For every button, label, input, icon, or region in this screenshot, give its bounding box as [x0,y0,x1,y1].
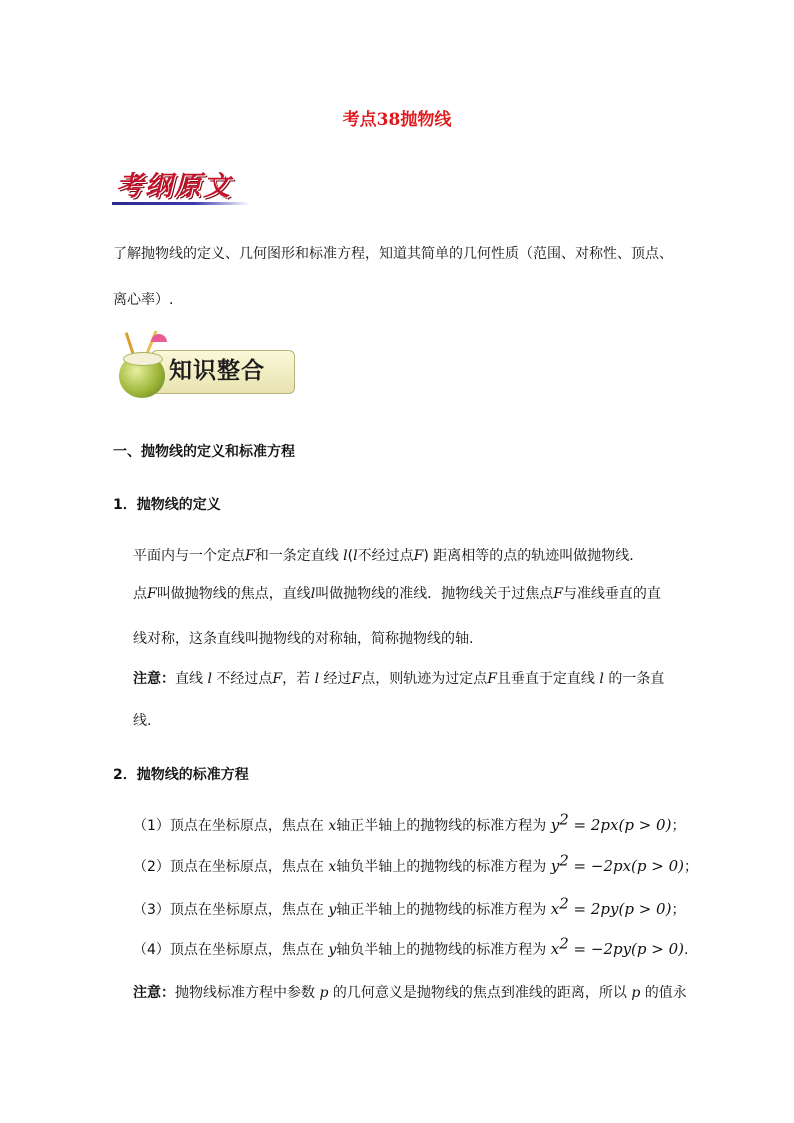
note-definition: 注意：直线 l 不经过点F，若 l 经过F点，则轨迹为过定点F且垂直于定直线 l 的一条直 [133,671,665,687]
equation-row-4: （4）顶点在坐标原点，焦点在 y轴负半轴上的抛物线的标准方程为 $x^2 = -2py(p > 0)$. [133,934,689,958]
definition-line-3: 线对称，这条直线叫抛物线的对称轴，简称抛物线的轴. [133,631,474,647]
equation-row-2: （2）顶点在坐标原点，焦点在 x轴负半轴上的抛物线的标准方程为 $y^2 = -2px(p > 0)$； [133,851,698,875]
section-heading: 一、抛物线的定义和标准方程 [113,444,295,460]
subsection-heading-definition: 1．抛物线的定义 [113,497,221,513]
note-definition-cont: 线. [133,713,152,729]
syllabus-banner-text: 考纲原文 [116,171,232,202]
equation-row-1: （1）顶点在坐标原点，焦点在 x轴正半轴上的抛物线的标准方程为 $y^2 = 2px(p > 0)$； [133,810,686,834]
syllabus-banner [112,170,250,208]
umbrella-icon [151,334,167,342]
coconut-top [123,352,163,366]
banner-underline [112,202,250,205]
equation-row-3: （3）顶点在坐标原点，焦点在 y轴正半轴上的抛物线的标准方程为 $x^2 = 2py(p > 0)$； [133,894,686,918]
page-title: 考点38抛物线 [342,110,452,130]
subsection-heading-equations: 2．抛物线的标准方程 [113,767,249,783]
note-parameter: 注意：抛物线标准方程中参数 p 的几何意义是抛物线的焦点到准线的距离，所以 p 的值永 [133,985,687,1001]
intro-line-2: 离心率）. [113,292,174,308]
knowledge-banner-text: 知识整合 [169,357,265,384]
definition-line-2: 点F叫做抛物线的焦点，直线l叫做抛物线的准线．抛物线关于过焦点F与准线垂直的直 [133,586,661,602]
definition-line-1: 平面内与一个定点F和一条定直线 l(l不经过点F) 距离相等的点的轨迹叫做抛物线. [133,548,634,564]
knowledge-banner [113,330,295,406]
intro-line-1: 了解抛物线的定义、几何图形和标准方程，知道其简单的几何性质（范围、对称性、顶点、 [113,246,673,262]
